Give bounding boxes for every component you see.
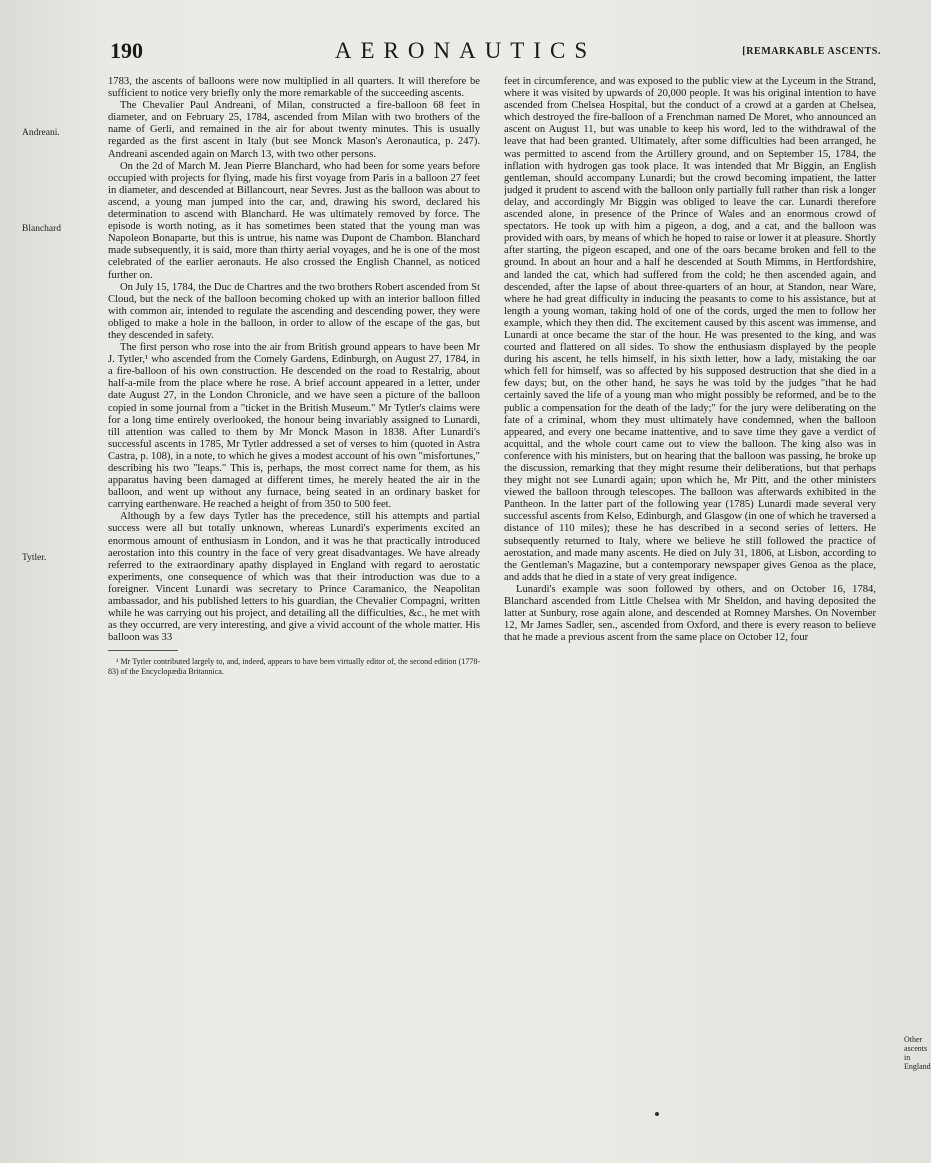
footnote: ¹ Mr Tytler contributed largely to, and, indeed, appears to have been virtually editor of, the second edition (1778-83) of the Encyclopædia Britannica. xyxy=(108,657,480,676)
paragraph: The first person who rose into the air from British ground appears to have been Mr J. Tytler,¹ who ascended from the Comely Gardens, Edinburgh, on August 27, 1784, in a fire-balloon of his own construction. He descended on the road to Restalrig, about half-a-mile from the place where he rose. A brief account appeared in a letter, under date August 27, in the London Chronicle, and we have seen a picture of the balloon copied in some journal from a "ticket in the British Museum." Mr Tytler's claims were for a long time entirely overlooked, the honour being invariably assigned to Lunardi, till attention was called to them by Mr Monck Mason in 1838. After Lunardi's successful ascents in 1785, Mr Tytler addressed a set of verses to him (quoted in Astra Castra, p. 108), in a note, to which he gives a modest account of his own "misfortunes," describing his two "leaps." This is, perhaps, the most correct name for them, as his apparatus having been damaged at different times, he merely heated the air in the balloon, and went up without any furnace, being seated in an ordinary basket for carrying earthenware. He reached a height of from 350 to 500 feet. xyxy=(108,342,480,511)
paragraph: On July 15, 1784, the Duc de Chartres and the two brothers Robert ascended from St Cloud, but the neck of the balloon becoming choked up with an interior balloon filled with common air, intended to regulate the ascending and descending power, they were obliged to make a hole in the balloon, in order to allow of the escape of the gas, but they descended in safety. xyxy=(108,281,480,341)
left-column xyxy=(108,76,480,1116)
text-columns xyxy=(108,76,896,1116)
paragraph: Lunardi's example was soon followed by others, and on October 16, 1784, Blanchard ascended from Little Chelsea with Mr Sheldon, and having deposited the latter at Sunbury, rose again alone, and descended at Romney Marshes. On November 12, Mr James Sadler, sen., ascended from Oxford, and there is every reason to believe that he made a previous ascent from the same place on October 12, four xyxy=(504,583,876,644)
paragraph: The Chevalier Paul Andreani, of Milan, constructed a fire-balloon 68 feet in diameter, and on February 25, 1784, ascended from Milan with two brothers of the name of Gerli, and remained in the air for about twenty minutes. This is usually regarded as the first ascent in Italy (but see Monck Mason's Aeronautica, p. 247). Andreani ascended again on March 13, with two other persons. xyxy=(108,100,480,160)
ink-speck xyxy=(655,1112,659,1116)
margin-note-other-ascents: Other ascents in England xyxy=(904,1035,931,1071)
running-title: AERONAUTICS xyxy=(334,38,597,63)
margin-note-blanchard: Blanchard xyxy=(22,224,62,234)
page-header xyxy=(0,38,931,68)
footnote-rule xyxy=(108,650,178,651)
paragraph: 1783, the ascents of balloons were now multiplied in all quarters. It will therefore be sufficient to notice very briefly only the more remarkable of the succeeding ascents. xyxy=(108,76,480,100)
margin-note-andreani: Andreani. xyxy=(22,128,60,138)
paragraph: On the 2d of March M. Jean Pierre Blanchard, who had been for some years before occupied with projects for flying, made his first voyage from Paris in a balloon 27 feet in diameter, and descended at Billancourt, near Sevres. Just as the balloon was about to ascend, a young man jumped into the car, and, drawing his sword, declared his determination to ascend with Blanchard. He was ultimately removed by force. The episode is worth noting, as it has sometimes been stated that the young man was Napoleon Bonaparte, but this is untrue, his name was Dupont de Chambon. Blanchard made subsequently, it is said, more than thirty aerial voyages, and he is one of the most celebrated of the earlier aeronauts. He also crossed the English Channel, as noticed further on. xyxy=(108,160,480,281)
page-number: 190 xyxy=(110,38,143,63)
margin-note-tytler: Tytler. xyxy=(22,553,47,563)
right-column xyxy=(504,76,876,1116)
running-section: [REMARKABLE ASCENTS. xyxy=(742,46,881,57)
paragraph: Although by a few days Tytler has the precedence, still his attempts and partial success were all but totally unknown, whereas Lunardi's experiments excited an enormous amount of enthusiasm in London, and it was he that practically introduced aerostation into this country in the face of very great disadvantages. We have already referred to the extraordinary apathy displayed in England with regard to aerostatic experiments, one consequence of which was that their introduction was due to a foreigner. Vincent Lunardi was secretary to Prince Caramanico, the Neapolitan ambassador, and his published letters to his guardian, the Chevalier Compagni, written while he was carrying out his project, and detailing all the difficulties, &c., he met with as they occurred, are very interesting, and give a vivid account of the whole matter. His balloon was 33 xyxy=(108,511,480,644)
paragraph: feet in circumference, and was exposed to the public view at the Lyceum in the Strand, where it was visited by upwards of 20,000 people. It was his original intention to have ascended from Chelsea Hospital, but the conduct of a crowd at a garden at Chelsea, which destroyed the fire-balloon of a Frenchman named De Moret, who announced an ascent on August 11, but was unable to keep his word, led to the withdrawal of the leave that had been granted. Ultimately, after some difficulties had been arranged, he was permitted to ascend from the Artillery ground, and on September 15, 1784, the inflation with hydrogen gas took place. It was intended that Mr Biggin, an English gentleman, should accompany Lunardi; but the crowd becoming impatient, the latter judged it prudent to ascend with the balloon only partially full rather than risk a longer delay, and accordingly Mr Biggin was obliged to leave the car. Lunardi therefore ascended alone, in presence of the Prince of Wales and an enormous crowd of spectators. He took up with him a pigeon, a dog, and a cat, and the balloon was provided with oars, by means of which he hoped to raise or lower it at pleasure. Shortly after starting, the pigeon escaped, and one of the oars became broken and fell to the ground. In about an hour and a half he descended at South Mimms, in Hertfordshire, and landed the cat, which had suffered from the cold; he then ascended again, and descended, after the lapse of about three-quarters of an hour, at Standon, near Ware, where he had great difficulty in inducing the peasants to come to his assistance, but at length a young woman, taking hold of one of the cords, urged the men to follow her example, which they then did. The excitement caused by this ascent was immense, and Lunardi at once became the star of the hour. He was presented to the king, and was courted and flattered on all sides. To show the enthusiasm displayed by the people during his ascent, he tells himself, in his sixth letter, how a lady, mistaking the oar which fell for himself, was so affected by his supposed destruction that she died in a few days; but, on the other hand, he says he was told by the judges "that he had certainly saved the life of a young man who might possibly be reformed, and be to the public a compensation for the death of the lady;" for the jury were deliberating on the fate of a criminal, whom they must ultimately have condemned, when the balloon appeared, and every one became inattentive, and to save time they gave a verdict of acquittal, and the whole court came out to view the balloon. The king also was in conference with his ministers, but on hearing that the balloon was passing, he broke up the discussion, remarking that they might resume their deliberations, but that perhaps they might not see Lunardi again; upon which he, Mr Pitt, and the other ministers viewed the balloon through telescopes. The balloon was afterwards exhibited in the Pantheon. In the latter part of the following year (1785) Lunardi made several very successful ascents from Kelso, Edinburgh, and Glasgow (in one of which he traversed a distance of 110 miles); these he has described in a second series of letters. He subsequently returned to Italy, where we believe he still followed the practice of aerostation, and made many ascents. He died on July 31, 1806, at Lisbon, according to the Gentleman's Magazine, but a contemporary newspaper gives Genoa as the place, and adds that he died in a state of very great indigence. xyxy=(504,76,876,583)
